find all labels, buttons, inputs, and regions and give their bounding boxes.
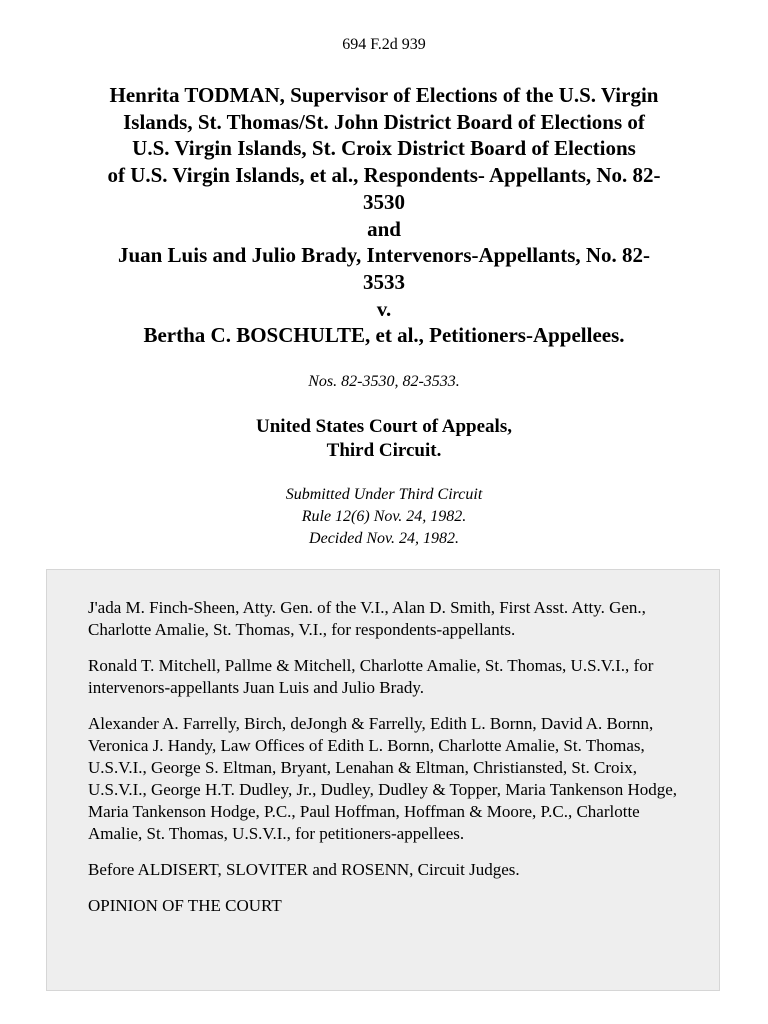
caption-line: U.S. Virgin Islands, St. Croix District Board of Elections [132,136,636,161]
caption-line: Henrita TODMAN, Supervisor of Elections of the U.S. Virgin [109,83,659,107]
court-name [0,415,768,463]
caption-line: 3533 [363,269,405,294]
counsel-panel [46,569,720,991]
caption-line: Islands, St. Thomas/St. John District Board of Elections of [123,109,645,134]
submitted-line: Submitted Under Third Circuit [285,486,483,503]
caption-line: and [367,216,401,241]
docket-numbers: Nos. 82-3530, 82-3533. [308,373,460,390]
respondents-counsel: J'ada M. Finch-Sheen, Atty. Gen. of the V.I., Alan D. Smith, First Asst. Atty. Gen., Charlotte Amalie, St. Thomas, V.I., for respondents-appellants. [88,598,646,639]
court-name-line: United States Court of Appeals, [256,416,512,437]
caption-line: of U.S. Virgin Islands, et al., Respondents- Appellants, No. 82- [107,163,661,188]
panel-judges: Before ALDISERT, SLOVITER and ROSENN, Circuit Judges. [88,860,520,879]
reporter-citation: 694 F.2d 939 [342,36,426,53]
caption-line: 3530 [363,189,405,214]
caption-line: v. [376,296,392,321]
court-circuit-line: Third Circuit. [326,440,442,461]
intervenors-counsel: Ronald T. Mitchell, Pallme & Mitchell, Charlotte Amalie, St. Thomas, U.S.V.I., for intervenors-appellants Juan Luis and Julio Brady. [88,656,654,697]
case-dates [0,484,768,550]
decided-line: Decided Nov. 24, 1982. [309,530,459,547]
opinion-heading: OPINION OF THE COURT [88,896,282,915]
submitted-rule-line: Rule 12(6) Nov. 24, 1982. [301,508,467,525]
case-caption [40,82,728,349]
petitioners-counsel: Alexander A. Farrelly, Birch, deJongh & Farrelly, Edith L. Bornn, David A. Bornn, Veronica J. Handy, Law Offices of Edith L. Bornn, Charlotte Amalie, St. Thomas, U.S.V.I., George S. Eltman, Bryant, Lenahan & Eltman, Christiansted, St. Croix, U.S.V.I., George H.T. Dudley, Jr., Dudley, Dudley & Topper, Maria Tankenson Hodge, Maria Tankenson Hodge, P.C., Paul Hoffman, Hoffman & Moore, P.C., Charlotte Amalie, St. Thomas, U.S.V.I., for petitioners-appellees. [88,714,678,843]
caption-line: Bertha C. BOSCHULTE, et al., Petitioners-Appellees. [143,323,625,348]
caption-line: Juan Luis and Julio Brady, Intervenors-Appellants, No. 82- [117,243,651,268]
counsel-content [88,597,688,931]
